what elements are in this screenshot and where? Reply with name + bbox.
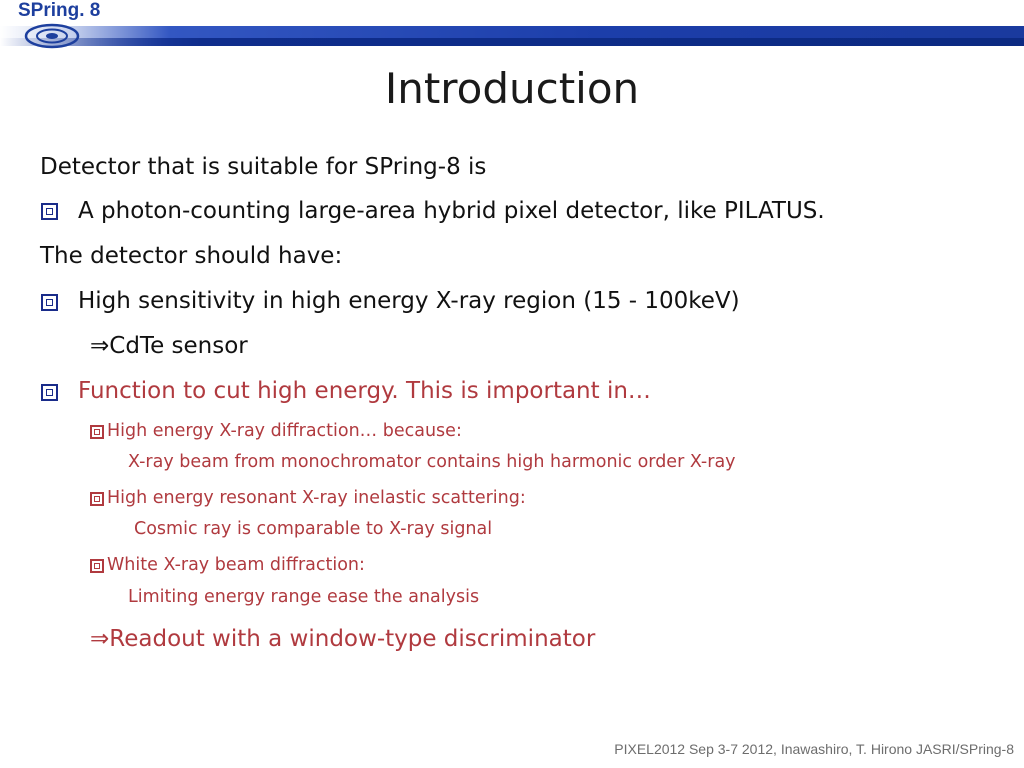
sub-item-diffraction-detail: X-ray beam from monochromator contains high harmonic order X-ray bbox=[128, 452, 736, 472]
bullet-sensitivity: High sensitivity in high energy X-ray region (15 - 100keV) bbox=[78, 288, 740, 314]
sub-item-diffraction: High energy X-ray diffraction… because: bbox=[107, 421, 462, 441]
sub-item-resonant-detail: Cosmic ray is comparable to X-ray signal bbox=[134, 519, 493, 539]
spring8-logo bbox=[14, 0, 101, 50]
square-sub-bullet-icon bbox=[90, 559, 104, 573]
logo-text: SPring. 8 bbox=[18, 0, 101, 21]
sub-item-resonant: High energy resonant X-ray inelastic scattering: bbox=[107, 488, 526, 508]
sub-item-white-beam-detail: Limiting energy range ease the analysis bbox=[128, 587, 480, 607]
sub-item-white-beam: White X-ray beam diffraction: bbox=[107, 555, 365, 575]
header-stripe bbox=[0, 38, 1024, 46]
square-sub-bullet-icon bbox=[90, 492, 104, 506]
header-band bbox=[0, 26, 1024, 46]
bullet-detector-type: A photon-counting large-area hybrid pixel detector, like PILATUS. bbox=[78, 198, 825, 224]
requirements-line: The detector should have: bbox=[40, 243, 343, 269]
square-bullet-icon bbox=[41, 203, 58, 220]
intro-line: Detector that is suitable for SPring-8 is bbox=[40, 154, 487, 180]
slide-title: Introduction bbox=[384, 64, 640, 113]
square-bullet-icon bbox=[41, 294, 58, 311]
arrow-cdte: ⇒CdTe sensor bbox=[90, 333, 248, 359]
bullet-energy-cut: Function to cut high energy. This is important in… bbox=[78, 378, 651, 404]
square-bullet-icon bbox=[41, 384, 58, 401]
square-sub-bullet-icon bbox=[90, 425, 104, 439]
arrow-discriminator: ⇒Readout with a window-type discriminator bbox=[90, 626, 596, 652]
logo-rings-icon bbox=[24, 22, 90, 50]
footer-text: PIXEL2012 Sep 3-7 2012, Inawashiro, T. Hirono JASRI/SPring-8 bbox=[614, 741, 1014, 757]
